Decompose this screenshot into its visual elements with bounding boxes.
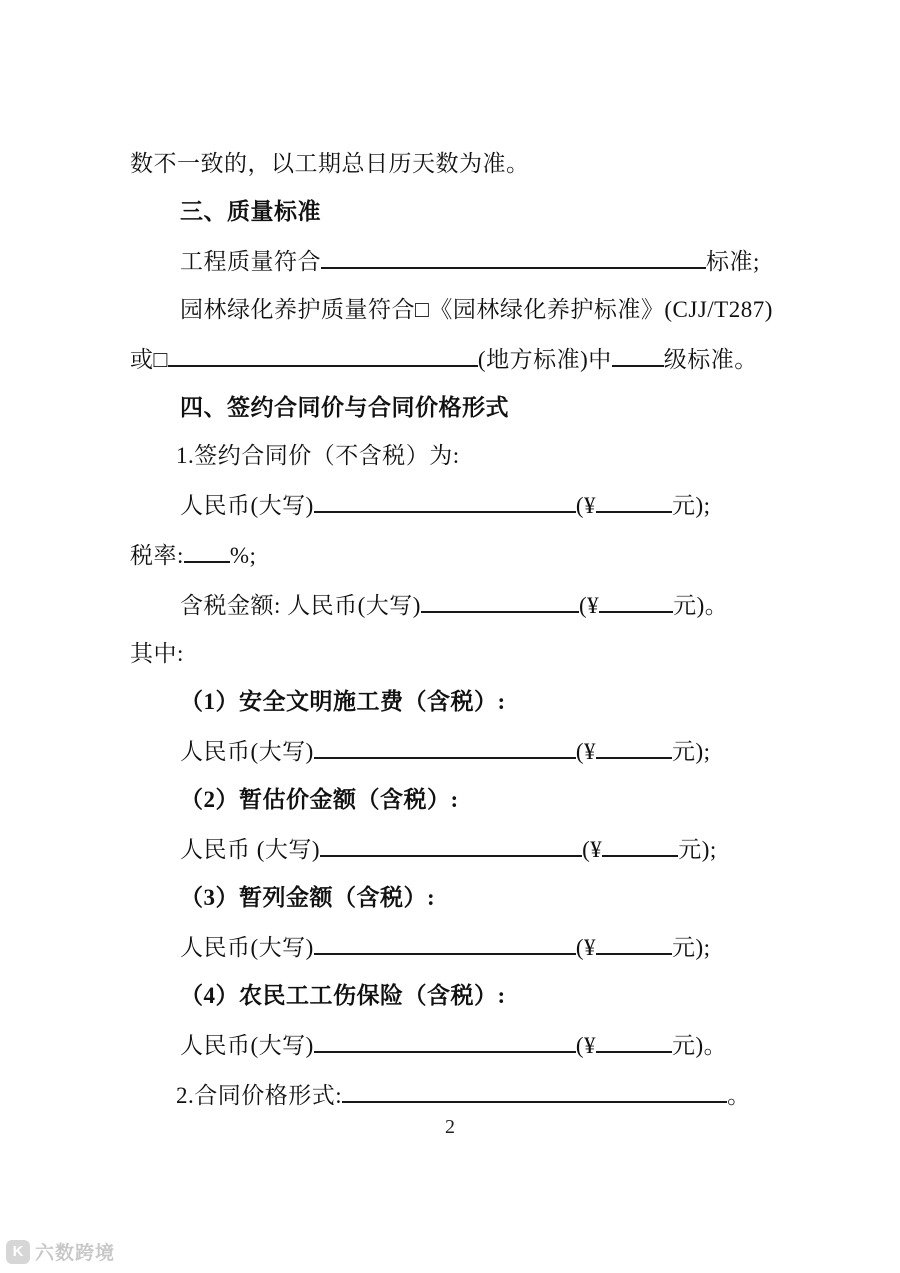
paragraph [130, 542, 780, 568]
watermark [6, 1238, 115, 1265]
blank-field [168, 346, 478, 367]
paragraph [130, 200, 780, 224]
text-run: 元); [672, 493, 711, 518]
watermark-label: 六数跨境 [35, 1243, 116, 1264]
text-run: 其中: [130, 641, 184, 666]
text-run: 元); [672, 739, 711, 764]
blank-field [321, 248, 706, 269]
text-run: (¥ [575, 493, 596, 518]
text-run: 人民币(大写) [180, 935, 314, 960]
text-run: 四、签约合同价与合同价格形式 [180, 395, 509, 420]
blank-field [599, 592, 673, 613]
paragraph [130, 934, 780, 960]
paragraph [130, 444, 780, 468]
paragraph [130, 738, 780, 764]
page-number: 2 [445, 1116, 455, 1138]
blank-field [184, 542, 230, 563]
blank-field [596, 492, 672, 513]
blank-field [596, 1032, 672, 1053]
text-run: 元)。 [672, 1033, 728, 1058]
text-run: (¥ [582, 837, 603, 862]
text-run: 2.合同价格形式: [176, 1083, 343, 1108]
text-run: %; [229, 543, 257, 568]
blank-field [421, 592, 579, 613]
text-run: 元); [678, 837, 717, 862]
paragraph [130, 492, 780, 518]
text-run: 园林绿化养护质量符合□《园林绿化养护标准》(CJJ/T287) [180, 297, 773, 322]
watermark-logo-icon: K [6, 1240, 30, 1264]
paragraph [130, 886, 780, 910]
paragraph [130, 984, 780, 1008]
text-run: （3）暂列金额（含税）: [180, 885, 436, 910]
paragraph [130, 592, 780, 618]
text-run: 含税金额: 人民币(大写) [180, 593, 421, 618]
text-run: (¥ [575, 1033, 596, 1058]
text-run: 税率: [130, 543, 184, 568]
blank-field [596, 934, 672, 955]
text-run: 元); [672, 935, 711, 960]
document-body [130, 152, 780, 1132]
text-run: (地方标准)中 [477, 347, 612, 372]
paragraph [130, 248, 780, 274]
text-run: 人民币(大写) [180, 739, 314, 764]
text-run: （1）安全文明施工费（含税）: [180, 689, 506, 714]
paragraph [130, 836, 780, 862]
text-run: 1.签约合同价（不含税）为: [176, 443, 460, 468]
text-run: 级标准。 [663, 347, 758, 372]
paragraph [130, 1082, 780, 1108]
paragraph [130, 346, 780, 372]
paragraph [130, 690, 780, 714]
text-run: (¥ [575, 739, 596, 764]
paragraph [130, 396, 780, 420]
blank-field [596, 738, 672, 759]
text-run: 人民币 (大写) [180, 837, 321, 862]
blank-field [320, 836, 582, 857]
text-run: 数不一致的，以工期总日历天数为准。 [130, 151, 530, 176]
paragraph [130, 788, 780, 812]
blank-field [314, 934, 576, 955]
blank-field [314, 738, 576, 759]
blank-field [314, 1032, 576, 1053]
blank-field [602, 836, 678, 857]
text-run: 工程质量符合 [180, 249, 321, 274]
text-run: 。 [727, 1083, 751, 1108]
text-run: 人民币(大写) [180, 493, 314, 518]
text-run: (¥ [578, 593, 600, 618]
paragraph [130, 642, 780, 666]
text-run: 标准; [706, 249, 760, 274]
blank-field [342, 1082, 727, 1103]
blank-field [612, 346, 664, 367]
text-run: 人民币(大写) [180, 1033, 314, 1058]
blank-field [314, 492, 576, 513]
text-run: 三、质量标准 [180, 199, 321, 224]
text-run: （2）暂估价金额（含税）: [180, 787, 459, 812]
text-run: (¥ [575, 935, 596, 960]
text-run: （4）农民工工伤保险（含税）: [180, 983, 506, 1008]
text-run: 元)。 [673, 593, 729, 618]
paragraph [130, 298, 780, 322]
text-run: 或□ [130, 347, 168, 372]
paragraph [130, 1032, 780, 1058]
paragraph [130, 152, 780, 176]
